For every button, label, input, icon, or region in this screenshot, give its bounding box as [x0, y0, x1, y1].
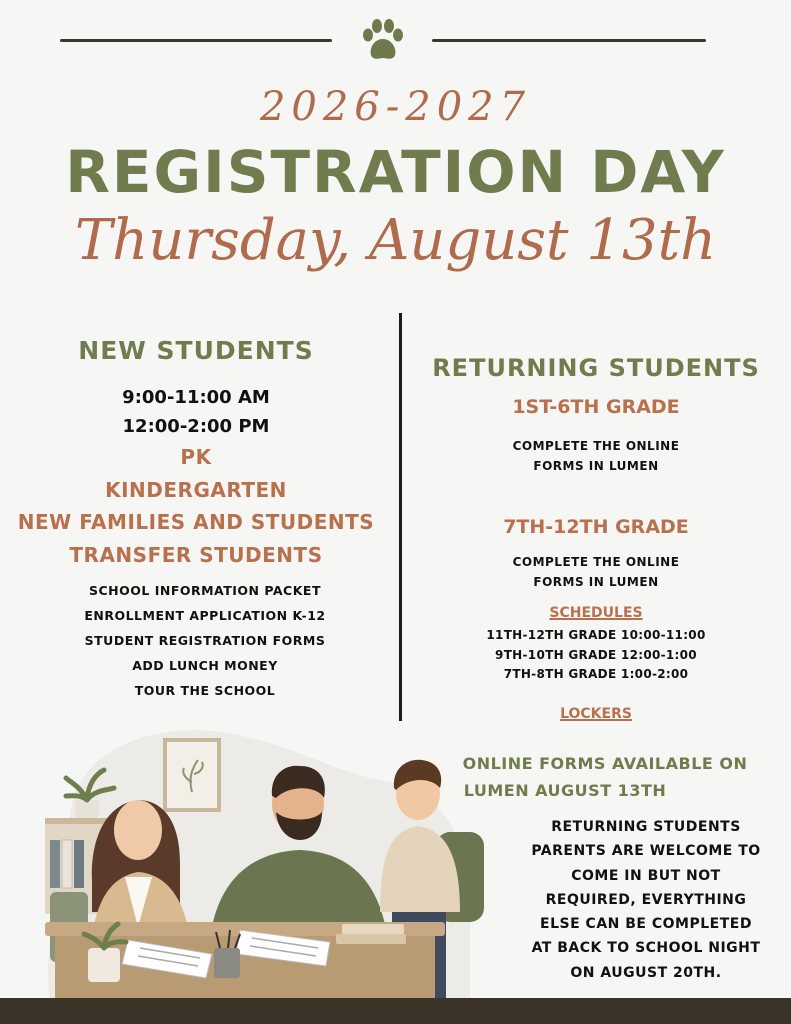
grade-1-6-line-2: FORMS IN LUMEN: [533, 459, 659, 473]
lockers-label: LOCKERS: [560, 706, 632, 722]
note-line-3: COME IN BUT NOT: [571, 867, 721, 884]
grade-1-6-line-1: COMPLETE THE ONLINE: [512, 439, 680, 453]
task-4: ADD LUNCH MONEY: [132, 658, 278, 673]
schedule-1: 11TH-12TH GRADE 10:00-11:00: [486, 628, 706, 642]
new-students-heading: NEW STUDENTS: [78, 336, 314, 365]
page-title: REGISTRATION DAY: [65, 138, 726, 206]
grade-7-12-line-1: COMPLETE THE ONLINE: [512, 555, 680, 569]
grade-1-6-text: [406, 436, 786, 476]
online-forms-line-1: ONLINE FORMS AVAILABLE ON: [462, 754, 748, 773]
note-line-5: ELSE CAN BE COMPLETED: [540, 916, 752, 933]
time-2: 12:00-2:00 PM: [122, 416, 270, 437]
grade-7-12-line-2: FORMS IN LUMEN: [533, 575, 659, 589]
new-students-groups: [0, 441, 392, 571]
note-line-1: RETURNING STUDENTS: [551, 819, 741, 835]
event-date: Thursday, August 13th: [74, 208, 717, 273]
schedule-2: 9TH-10TH GRADE 12:00-1:00: [495, 647, 697, 662]
top-rule-left: [60, 39, 332, 42]
group-new-families: NEW FAMILIES AND STUDENTS: [17, 510, 375, 534]
schedules-label: SCHEDULES: [549, 605, 643, 621]
footer-bar: [0, 998, 791, 1024]
grade-7-12-heading: 7TH-12TH GRADE: [503, 516, 689, 538]
group-pk: PK: [180, 445, 212, 469]
paw-icon: [360, 18, 406, 62]
returning-parents-note: [520, 815, 772, 985]
top-rule-right: [432, 39, 706, 42]
school-year: 2026-2027: [259, 84, 532, 130]
grade-7-12-text: [406, 552, 786, 592]
schedules-list: [406, 626, 786, 685]
note-line-2: PARENTS ARE WELCOME TO: [531, 843, 761, 860]
new-students-times: [0, 383, 392, 441]
task-2: ENROLLMENT APPLICATION K-12: [84, 608, 326, 623]
returning-students-heading: RETURNING STUDENTS: [432, 354, 760, 382]
task-5: TOUR THE SCHOOL: [134, 683, 276, 698]
group-transfer: TRANSFER STUDENTS: [69, 542, 323, 567]
new-students-tasks: [0, 578, 410, 703]
note-line-4: REQUIRED, EVERYTHING: [545, 891, 747, 908]
registration-illustration: [30, 712, 500, 1002]
schedule-3: 7TH-8TH GRADE 1:00-2:00: [503, 667, 689, 681]
grade-1-6-heading: 1ST-6TH GRADE: [512, 396, 680, 418]
online-forms-line-2: LUMEN AUGUST 13TH: [463, 781, 667, 800]
task-1: SCHOOL INFORMATION PACKET: [89, 583, 321, 598]
time-1: 9:00-11:00 AM: [122, 387, 270, 408]
group-kindergarten: KINDERGARTEN: [105, 477, 287, 502]
note-line-7: ON AUGUST 20TH.: [570, 964, 722, 981]
task-3: STUDENT REGISTRATION FORMS: [84, 633, 326, 648]
note-line-6: AT BACK TO SCHOOL NIGHT: [531, 940, 761, 957]
